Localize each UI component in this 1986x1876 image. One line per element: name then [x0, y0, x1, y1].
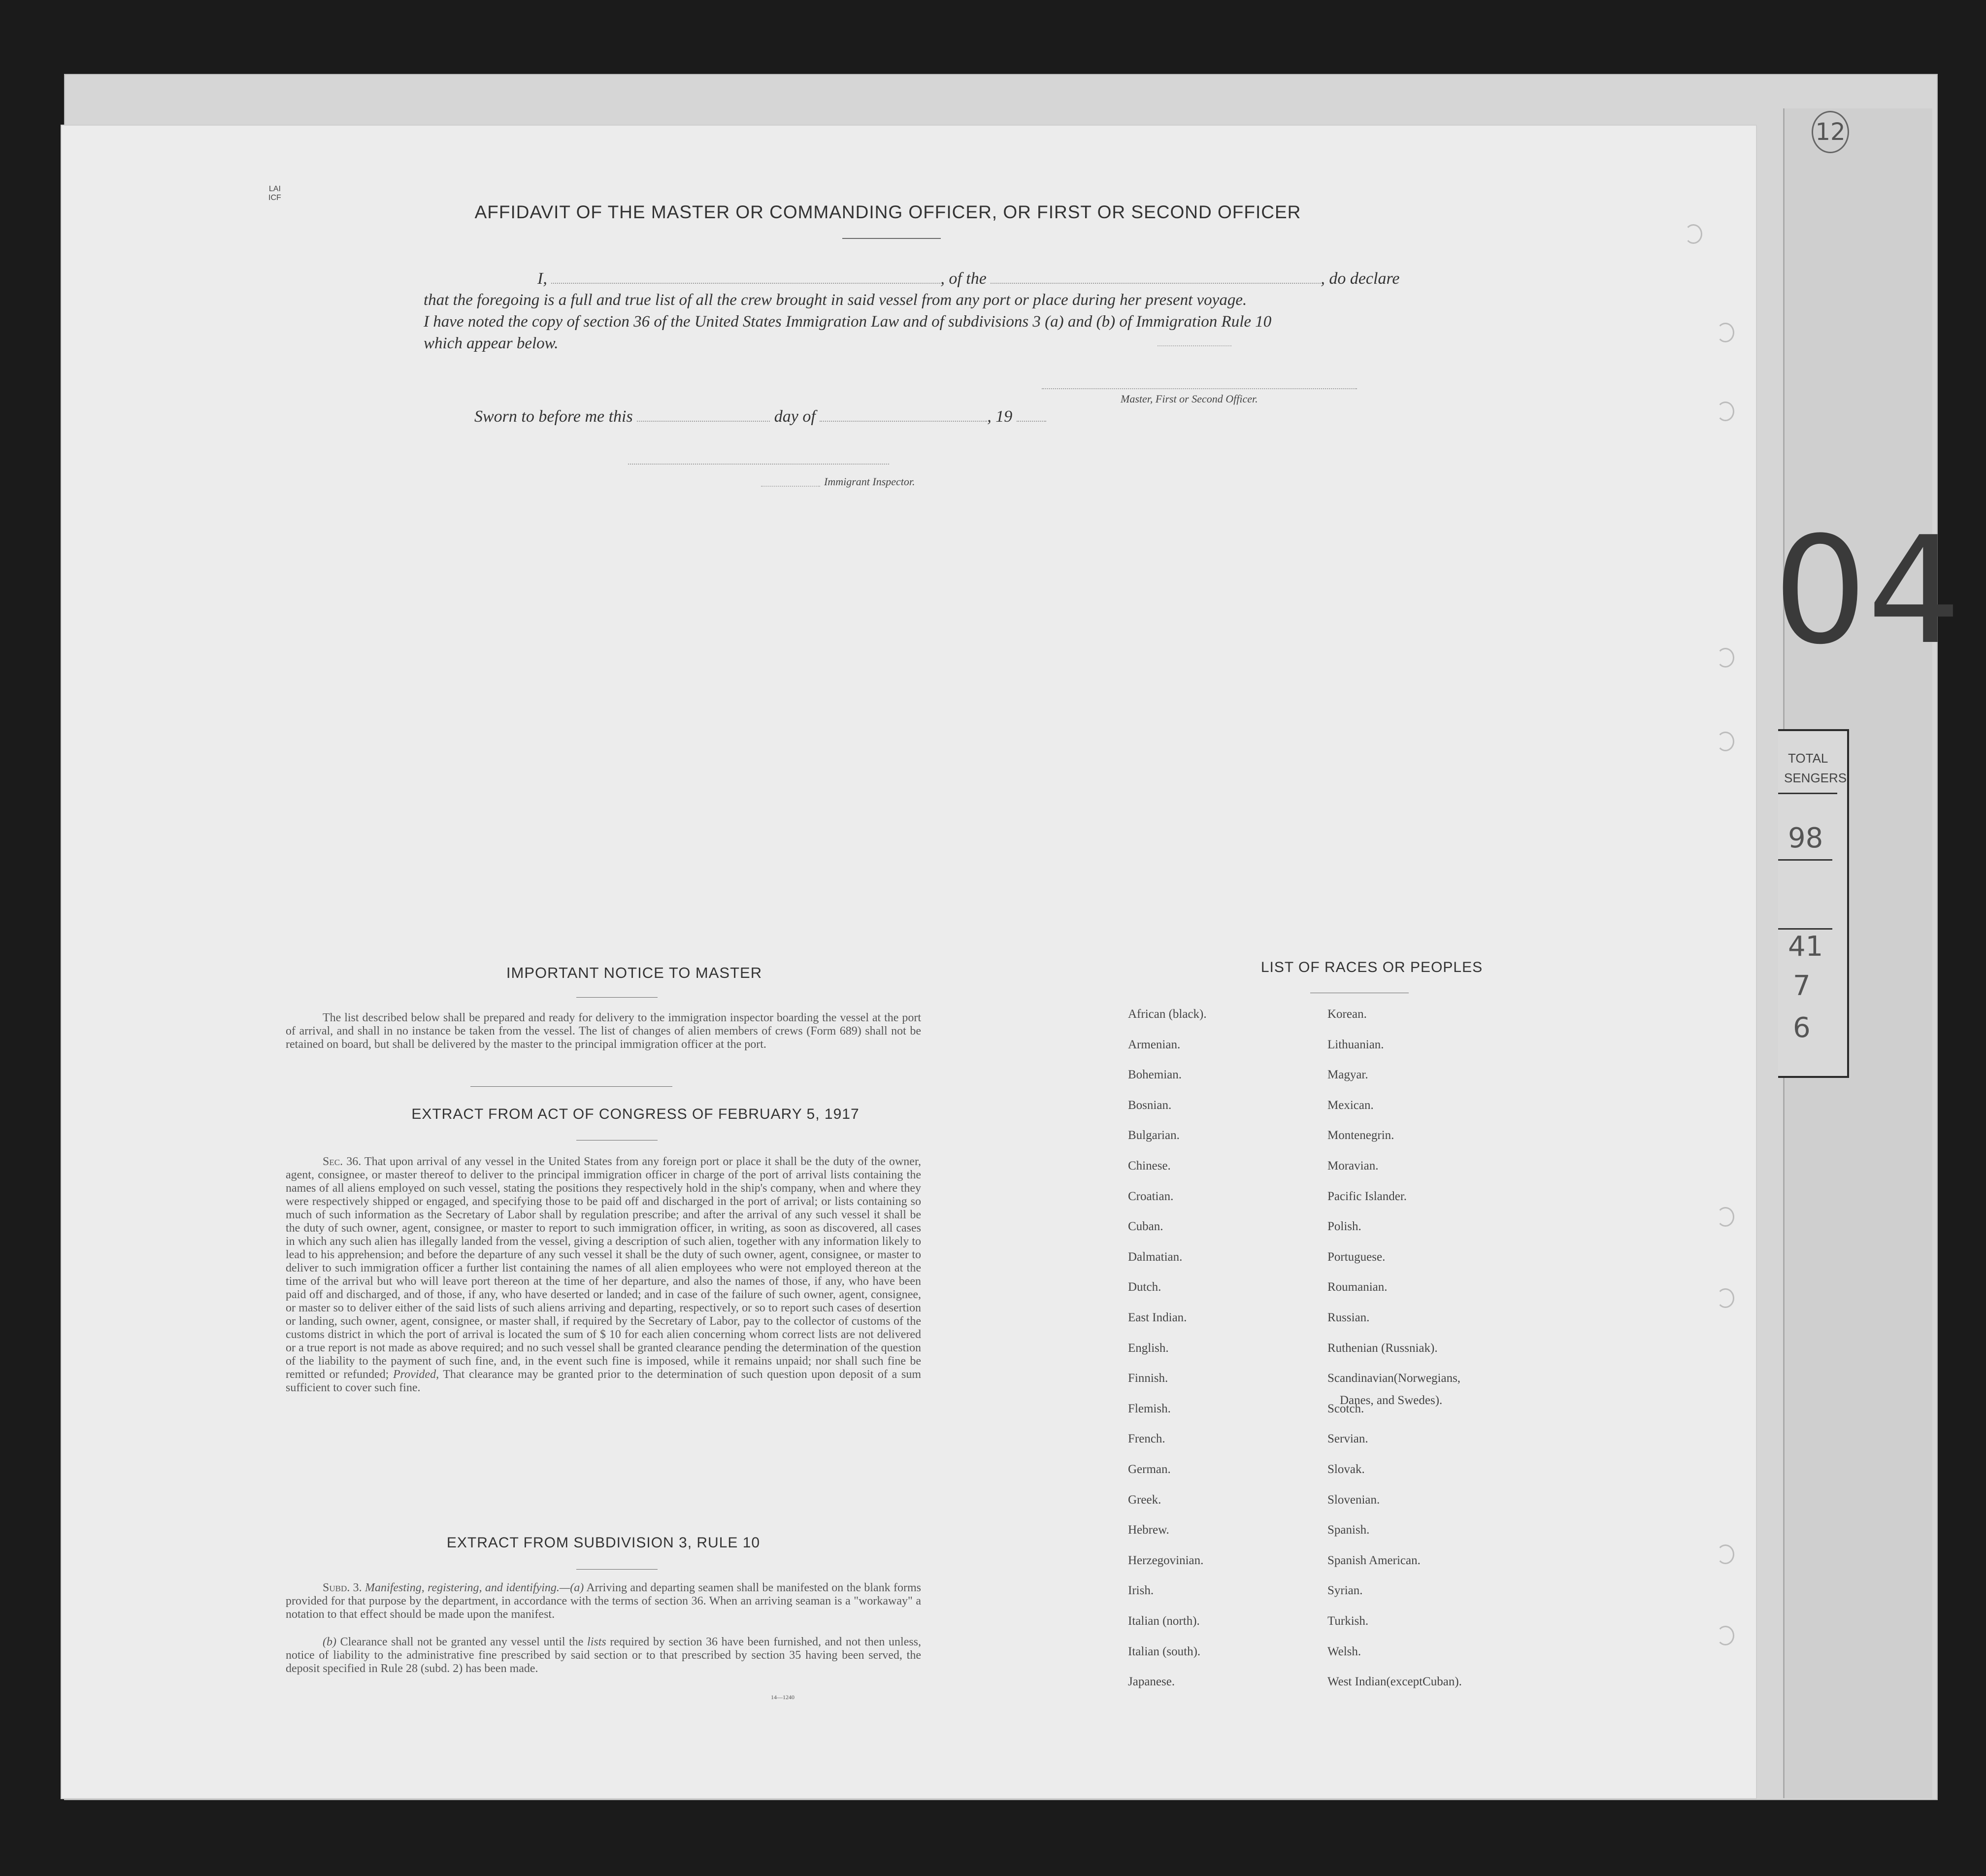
total-label: TOTAL	[1788, 751, 1828, 766]
rule-rule	[576, 1569, 658, 1570]
day-field[interactable]	[637, 421, 770, 422]
binder-hole	[1717, 648, 1734, 668]
sec-label: Sec. 36.	[323, 1155, 362, 1168]
notice-bottom-rule	[470, 1086, 672, 1087]
race-item: Greek.	[1128, 1493, 1161, 1507]
act-heading: EXTRACT FROM ACT OF CONGRESS OF FEBRUARY 5, 1917	[411, 1106, 860, 1122]
race-item: East Indian.	[1128, 1311, 1187, 1324]
race-item: Bohemian.	[1128, 1068, 1182, 1082]
race-item: Dalmatian.	[1128, 1250, 1183, 1264]
inspector-signature-line[interactable]	[628, 464, 889, 465]
race-item: Lithuanian.	[1327, 1038, 1384, 1051]
race-item: Syrian.	[1327, 1584, 1363, 1598]
races-left-column	[1128, 1007, 1325, 1697]
notice-text: The list described below shall be prepared and ready for delivery to the immigration inspector boarding the vessel at the port of arrival, and shall in no instance be taken from the vessel. The list of changes of alien members of crews (Form 689) shall not be retained on board, but shall be delivered by the master to the principal immigration officer at the port.	[286, 1011, 921, 1051]
title-rule	[842, 238, 941, 239]
race-item: Slovenian.	[1327, 1493, 1380, 1507]
race-item: Herzegovinian.	[1128, 1553, 1204, 1567]
race-item: Finnish.	[1128, 1372, 1168, 1385]
race-item: Korean.	[1327, 1007, 1367, 1021]
binder-hole	[1717, 1207, 1734, 1227]
binder-hole	[1717, 1288, 1734, 1308]
inspector-caption: Immigrant Inspector.	[824, 475, 915, 488]
race-item: Hebrew.	[1128, 1523, 1169, 1537]
signature-caption: Master, First or Second Officer.	[1121, 393, 1258, 405]
rule-text: Subd. 3. Manifesting, registering, and identifying.—(a) Arriving and departing seamen shall be manifested on the blank forms provided for that purpose by the department, in accordance with the terms of section 36. When an arriving seaman is a "workaway" a notation to that effect should be made upon the manifest.	[286, 1581, 922, 1621]
signature-line[interactable]	[1042, 388, 1357, 389]
race-item: Slovak.	[1327, 1463, 1365, 1476]
binder-hole	[1717, 1544, 1734, 1564]
race-item: Bosnian.	[1128, 1098, 1172, 1112]
affidavit-title: AFFIDAVIT OF THE MASTER OR COMMANDING OFFICER, OR FIRST OR SECOND OFFICER	[474, 202, 1301, 222]
race-item: Moravian.	[1327, 1159, 1379, 1172]
race-item: Chinese.	[1128, 1159, 1171, 1172]
tally-1: 98	[1788, 822, 1823, 854]
race-item: Scotch.	[1327, 1402, 1364, 1415]
races-right-column	[1327, 1007, 1574, 1697]
race-item: Italian (south).	[1128, 1644, 1201, 1658]
affidavit-page	[62, 126, 1756, 1798]
corner-stamp: LAI ICF	[268, 185, 281, 202]
race-item: Spanish American.	[1327, 1553, 1421, 1567]
race-item: Spanish.	[1327, 1523, 1370, 1537]
binder-hole	[1717, 323, 1734, 342]
race-item: Dutch.	[1128, 1280, 1161, 1294]
scandinavian-continuation: Danes, and Swedes).	[1340, 1394, 1443, 1407]
race-item: Pacific Islander.	[1327, 1189, 1407, 1203]
passengers-label: SENGERS	[1784, 770, 1847, 785]
race-item: Japanese.	[1128, 1675, 1175, 1689]
race-item: Mexican.	[1327, 1098, 1374, 1112]
binder-hole	[1717, 1626, 1734, 1645]
act-text: Sec. 36. That upon arrival of any vessel in the United States from any foreign port or place it shall be the duty of the owner, agent, consignee, or master thereof to deliver to the principal immigration officer in charge of the port of arrival lists containing the names of all aliens employed on such vessel, stating the positions they respectively hold in the ship's company, when and where they were respectively shipped or engaged, and specifying those to be paid off and discharged in the port of arrival; or lists containing so much of such information as the Secretary of Labor shall by regulation prescribe; and after the arrival of any such vessel it shall be the duty of such owner, agent, consignee, or master to report to such immigration officer, in writing, as soon as discovered, all cases in which any such alien has illegally landed from the vessel, giving a description of such alien, together with any information likely to lead to his apprehension; and before the departure of any such vessel it shall be the duty of such owner, agent, consignee, or master to deliver to such immigration officer a further list containing the names of all alien employees who were not employed thereon at the time of the arrival but who will leave port thereon at the time of her departure, and also the names of those, if any, who have been paid off and discharged, and of those, if any, who have deserted or landed; and in case of the failure of such owner, agent, consignee, or master so to deliver either of the said lists of such aliens arriving and departing, respectively, or so to report such cases of desertion or landing, such owner, agent, consignee, or master shall, if required by the Secretary of Labor, pay to the collector of customs of the customs district in which the port of arrival is located the sum of $ 10 for each alien concerning whom correct lists are not delivered or a true report is not made as above required; and no such vessel shall be granted clearance pending the determination of the question of the liability to the payment of such fine, and, in the event such fine is imposed, while it remains unpaid; nor shall such fine be remitted or refunded; Provided, That clearance may be granted prior to the determination of such question upon deposit of a sum sufficient to cover such fine.	[286, 1155, 922, 1394]
tally-4: 6	[1793, 1012, 1811, 1044]
race-item: Croatian.	[1128, 1189, 1174, 1203]
affidavit-line-4: which appear below.	[424, 335, 559, 352]
races-heading: LIST OF RACES OR PEOPLES	[1260, 959, 1483, 975]
race-item: German.	[1128, 1463, 1171, 1476]
race-item: Turkish.	[1327, 1614, 1369, 1628]
race-item: Polish.	[1327, 1220, 1361, 1234]
race-item: Ruthenian (Russniak).	[1327, 1341, 1438, 1355]
page-number: 12	[1815, 118, 1846, 146]
page-number-circled	[1812, 111, 1849, 153]
sworn-line: Sworn to before me this day of , 19	[474, 407, 1046, 426]
affidavit-line-3: I have noted the copy of section 36 of the United States Immigration Law and of subdivisions 3 (a) and (b) of Immigration Rule 10	[424, 313, 1272, 331]
race-item: Russian.	[1327, 1311, 1370, 1324]
tally-rule	[1778, 793, 1837, 794]
rule-heading: EXTRACT FROM SUBDIVISION 3, RULE 10	[446, 1535, 761, 1551]
race-item: Scandinavian(Norwegians,	[1327, 1372, 1461, 1385]
race-item: French.	[1128, 1432, 1165, 1446]
race-item: Bulgarian.	[1128, 1129, 1180, 1142]
binder-hole	[1717, 732, 1734, 751]
affidavit-line-1: I, , of the , do declare	[537, 269, 1400, 288]
subd-label: Subd. 3.	[323, 1581, 362, 1594]
total-passengers-box	[1778, 729, 1849, 1078]
vessel-name-field[interactable]	[991, 283, 1321, 284]
rule-text-b: (b) Clearance shall not be granted any vessel until the lists required by section 36 have been furnished, and not then unless, notice of liability to the administrative fine prescribed by said section or to that prescribed by section 35 having been served, the deposit specified in Rule 28 (subd. 2) has been made.	[286, 1636, 922, 1675]
race-item: Montenegrin.	[1327, 1129, 1394, 1142]
year-field[interactable]	[1017, 421, 1046, 422]
race-item: Portuguese.	[1327, 1250, 1386, 1264]
notice-rule	[576, 997, 658, 998]
handwritten-number: 04	[1773, 505, 1961, 677]
binder-hole	[1717, 402, 1734, 421]
race-item: Magyar.	[1327, 1068, 1368, 1082]
tally-rule	[1778, 859, 1832, 861]
race-item: African (black).	[1128, 1007, 1207, 1021]
provided-label: Provided,	[393, 1368, 439, 1381]
race-item: West Indian(exceptCuban).	[1327, 1675, 1462, 1689]
affidavit-line-2: that the foregoing is a full and true list of all the crew brought in said vessel from any port or place during her present voyage.	[424, 291, 1247, 309]
tally-rule	[1778, 928, 1832, 930]
race-item: Welsh.	[1327, 1644, 1361, 1658]
short-dotted-rule	[1158, 345, 1231, 346]
race-item: Flemish.	[1128, 1402, 1171, 1415]
race-item: English.	[1128, 1341, 1169, 1355]
notice-heading: IMPORTANT NOTICE TO MASTER	[506, 964, 762, 981]
binder-hole	[1685, 224, 1702, 244]
race-item: Cuban.	[1128, 1220, 1163, 1234]
tally-3: 7	[1793, 970, 1811, 1002]
race-item: Irish.	[1128, 1584, 1154, 1598]
subd-title: Manifesting, registering, and identifying.—(a)	[365, 1581, 584, 1594]
month-field[interactable]	[820, 421, 987, 422]
inspector-dotted-lead	[761, 486, 820, 487]
race-item: Armenian.	[1128, 1038, 1181, 1051]
race-item: Italian (north).	[1128, 1614, 1200, 1628]
tally-2: 41	[1788, 931, 1823, 963]
form-number: 14—1240	[771, 1694, 794, 1701]
race-item: Servian.	[1327, 1432, 1368, 1446]
officer-name-field[interactable]	[551, 283, 940, 284]
race-item: Roumanian.	[1327, 1280, 1388, 1294]
